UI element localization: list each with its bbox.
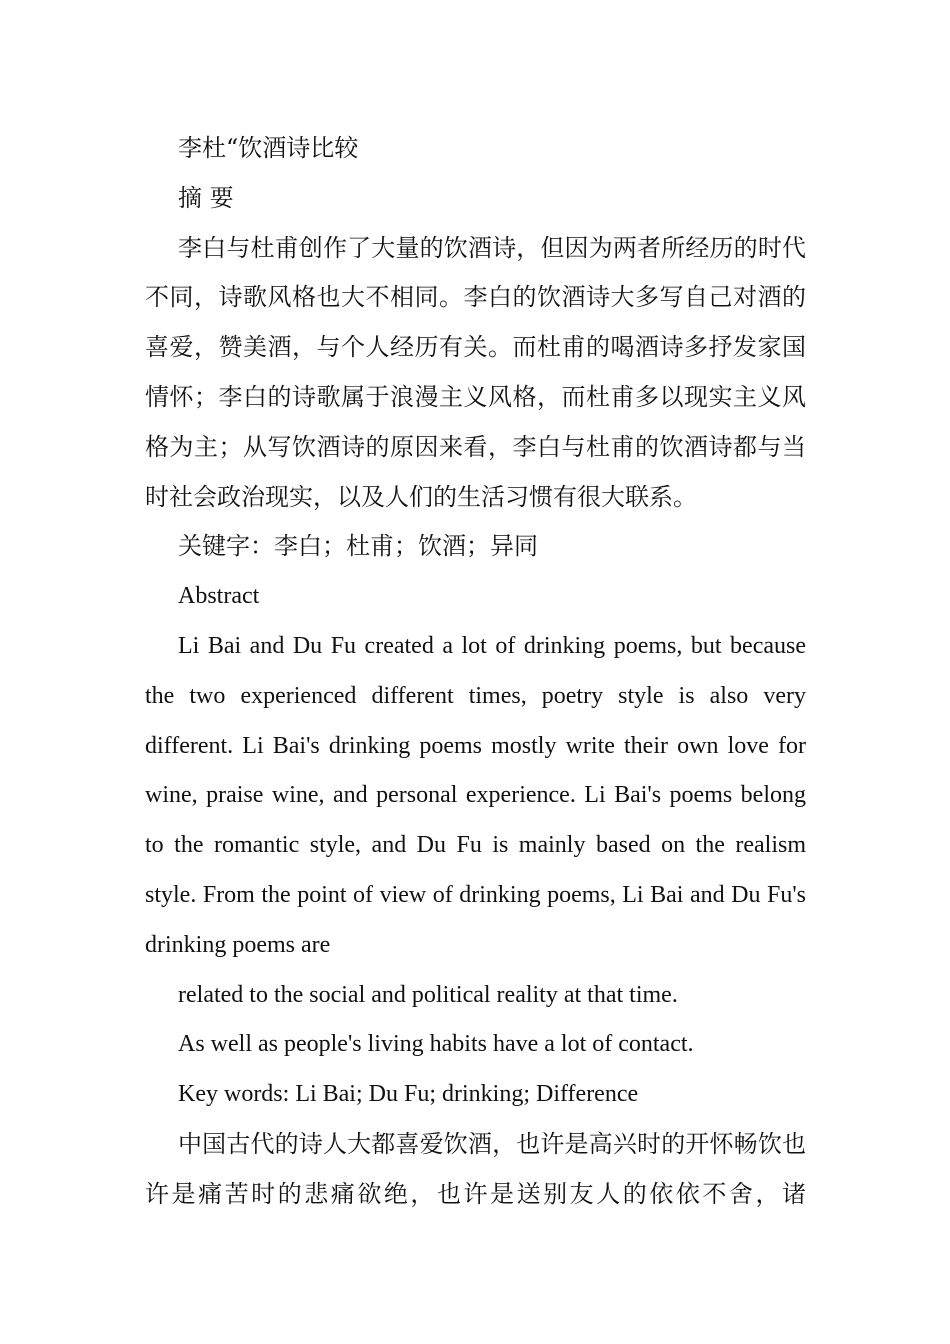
document-title: 李杜“饮酒诗比较	[178, 134, 359, 162]
abstract-paragraph-cn: 李白与杜甫创作了大量的饮酒诗，但因为两者所经历的时代不同，诗歌风格也大不相同。李白的饮酒诗大多写自己对酒的喜爱，赞美酒，与个人经历有关。而杜甫的喝酒诗多抒发家国情怀；李白的诗歌属于浪漫主义风格，而杜甫多以现实主义风格为主；从写饮酒诗的原因来看，李白与杜甫的饮酒诗都与当时社会政治现实，以及人们的生活习惯有很大联系。	[145, 233, 806, 511]
abstract-heading-en: Abstract	[178, 583, 260, 610]
keywords-en: Key words: Li Bai; Du Fu; drinking; Difference	[178, 1081, 639, 1108]
document-body	[145, 124, 806, 1220]
body-paragraph: 中国古代的诗人大都喜爱饮酒，也许是高兴时的开怀畅饮也许是痛苦时的悲痛欲绝，也许是送别友人的依依不舍，诸	[145, 1129, 806, 1208]
keywords-cn: 关键字：李白；杜甫；饮酒；异同	[178, 532, 538, 561]
abstract-heading-cn: 摘 要	[178, 183, 234, 212]
abstract-paragraph-en: Li Bai and Du Fu created a lot of drinking poems, but because the two experienced different times, poetry style is also very different. Li Bai's drinking poems mostly write their own love for wine, praise wine, and personal experience. Li Bai's poems belong to the romantic style, and Du Fu is mainly based on the realism style. From the point of view of drinking poems, Li Bai and Du Fu's drinking poems are	[145, 632, 806, 958]
abstract-line-en-3: As well as people's living habits have a lot of contact.	[178, 1031, 694, 1058]
abstract-line-en-2: related to the social and political reality at that time.	[178, 981, 678, 1008]
